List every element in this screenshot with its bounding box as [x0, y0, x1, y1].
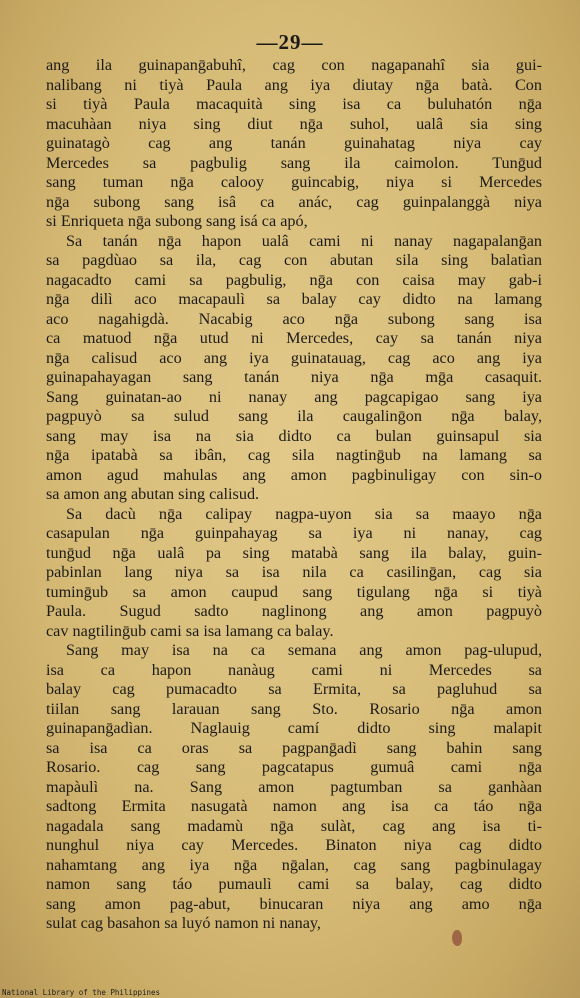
text-line: guinapanḡadìan. Naglauig camí didto sing malapit	[46, 719, 542, 737]
body-text	[46, 56, 542, 934]
text-line: sa pagdùao sa ila, cag con abutan sila sing balatìan	[46, 251, 542, 269]
text-line: namon sang táo pumaulì cami sa balay, cag didto	[46, 875, 542, 893]
text-line: nagacadto cami sa pagbulig, nḡa con caisa may gab-i	[46, 270, 542, 289]
text-line: ca matuod nḡa utud ni Mercedes, cay sa tanán niya	[46, 329, 542, 347]
text-line: si tiyà Paula macaquità sing isa ca buluhatón nḡa	[46, 95, 542, 113]
text-line: amon agud mahulas ang amon pagbinuligay con sin-o	[46, 465, 542, 484]
text-line: pagpuyò sa sulud sang ila caugalinḡon nḡa balay,	[46, 407, 542, 425]
text-line: aco nagahigdà. Nacabig aco nḡa subong sang isa	[46, 309, 542, 328]
text-line: pabinlan lang niya sa isa nila ca casilinḡan, cag sia	[46, 563, 542, 581]
text-line: Sang guinatan-ao ni nanay ang pagcapigao sang iya	[46, 387, 542, 406]
text-line: Mercedes sa pagbulig sang ila caimolon. Tunḡud	[46, 153, 542, 172]
text-line: mapàulì na. Sang amon pagtumban sa ganhàan	[46, 777, 542, 796]
text-line: sa isa ca oras sa pagpanḡadì sang bahin sang	[46, 738, 542, 757]
text-line: nalibang ni tiyà Paula ang iya diutay nḡa batà. Con	[46, 75, 542, 94]
text-line: macuhàan niya sing diut nḡa suhol, ualâ sia sing	[46, 114, 542, 133]
text-line: nḡa dilì aco macapaulì sa balay cay didto na lamang	[46, 290, 542, 308]
page-number: —29—	[256, 30, 324, 54]
text-line: sang tuman nḡa calooy guincabig, niya si Mercedes	[46, 173, 542, 191]
text-line: tuminḡub sa amon caupud sang tigulang nḡa si tiyà	[46, 582, 542, 601]
text-line: ang ila guinapanḡabuhî, cag con nagapanahî sia gui-	[46, 56, 542, 74]
text-line: Sang may isa na ca semana ang amon pag-ulupud,	[66, 641, 542, 659]
text-line: casapulan nḡa guinpahayag sa iya ni nanay, cag	[46, 524, 542, 542]
text-line: Sa dacù nḡa calipay nagpa-uyon sia sa maayo nḡa	[66, 504, 542, 523]
text-line: sa amon ang abutan sing calisud.	[46, 485, 260, 503]
text-line: si Enriqueta nḡa subong sang isá ca apó,	[46, 212, 308, 230]
text-line: nagadala sang madamù nḡa sulàt, cag ang isa ti-	[46, 816, 542, 835]
ink-stain-mark	[452, 930, 462, 946]
text-line: Paula. Sugud sadto naglinong ang amon pagpuyò	[46, 602, 542, 620]
text-line: guinapahayagan sang tanán niya nḡa mḡa casaquit.	[46, 368, 542, 386]
text-line: nahamtang ang iya nḡa nḡalan, cag sang pagbinulagay	[46, 855, 542, 874]
text-line: balay cag pumacadto sa Ermita, sa pagluhud sa	[46, 680, 542, 698]
text-line: guinatagò cag ang tanán guinahatag niya cay	[46, 134, 542, 152]
text-line: sadtong Ermita nasugatà namon ang isa ca táo nḡa	[46, 797, 542, 815]
text-line: tiilan sang larauan sang Sto. Rosario nḡa amon	[46, 699, 542, 718]
text-line: nḡa ipatabà sa ibân, cag sila nagtinḡub na lamang sa	[46, 446, 542, 464]
text-line: isa ca hapon nanàug cami ni Mercedes sa	[46, 660, 542, 679]
text-line: sang amon pag-abut, binucaran niya ang amo nḡa	[46, 894, 542, 913]
text-line: cav nagtilinḡub cami sa isa lamang ca balay.	[46, 621, 334, 640]
text-line: Sa tanán nḡa hapon ualâ cami ni nanay nagapalanḡan	[66, 231, 542, 250]
library-footer: National Library of the Philippines	[2, 988, 161, 997]
text-line: nunghul niya cay Mercedes. Binaton niya cag didto	[46, 836, 542, 854]
text-line: tunḡud nḡa ualâ pa sing matabà sang ila balay, guin-	[46, 543, 542, 562]
text-line: Rosario. cag sang pagcatapus gumuâ cami nḡa	[46, 758, 542, 776]
text-line: nḡa calisud aco ang iya guinatauag, cag aco ang iya	[46, 348, 542, 367]
text-line: sulat cag basahon sa luyó namon ni nanay,	[46, 914, 321, 932]
text-line: sang may isa na sia didto ca bulan guinsapul sia	[46, 426, 542, 445]
text-line: nḡa subong sang isâ ca anác, cag guinpalanggà niya	[46, 192, 542, 211]
